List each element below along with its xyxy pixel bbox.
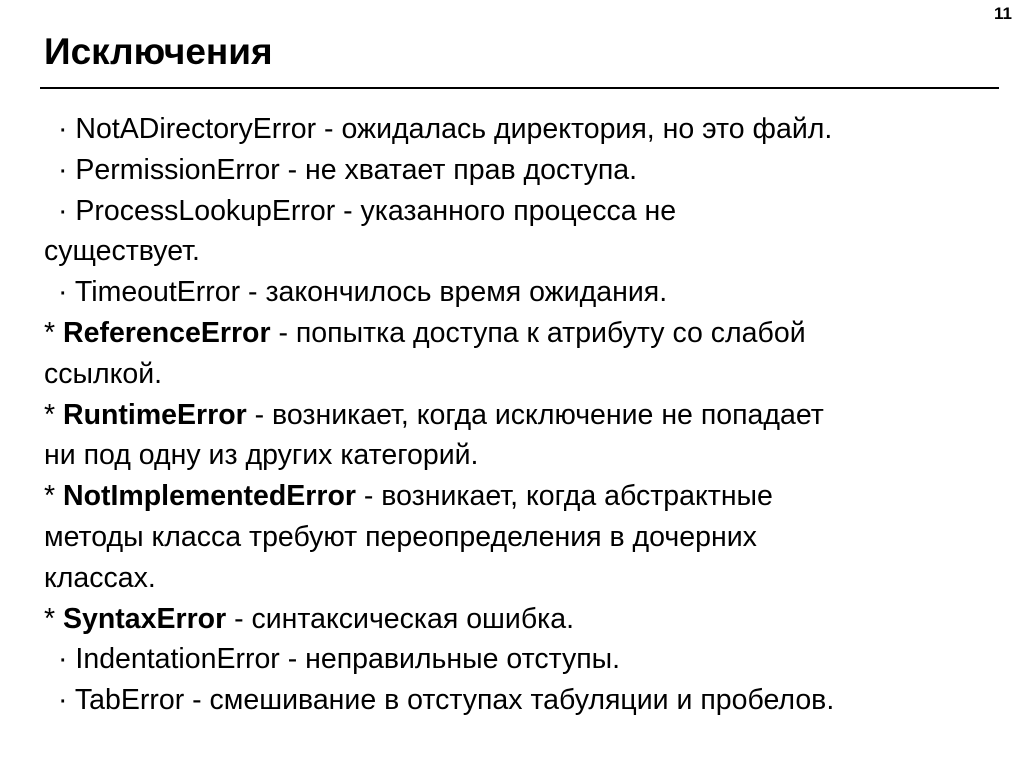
list-item-continuation: существует. bbox=[44, 235, 200, 268]
list-item-continuation: методы класса требуют переопределения в дочерних bbox=[44, 520, 757, 553]
exception-name: ProcessLookupError bbox=[75, 194, 336, 227]
bullet-mark: · bbox=[58, 684, 75, 717]
bullet-mark: * bbox=[44, 480, 64, 513]
exception-description: - смешивание в отступах табуляции и пробелов. bbox=[184, 684, 835, 717]
exception-name: IndentationError bbox=[75, 643, 280, 676]
list-item-continuation: классах. bbox=[44, 561, 156, 594]
exception-description: - синтаксическая ошибка. bbox=[226, 602, 575, 635]
exception-name: SyntaxError bbox=[63, 602, 227, 635]
list-item-permission-error bbox=[44, 150, 1004, 191]
exception-name: TimeoutError bbox=[74, 276, 241, 309]
list-item-timeout-error bbox=[44, 272, 1004, 313]
bullet-mark: · bbox=[58, 153, 76, 186]
list-item-not-a-directory-error bbox=[44, 109, 1004, 150]
exception-name: NotADirectoryError bbox=[75, 113, 317, 145]
exception-name: RuntimeError bbox=[63, 398, 247, 431]
exception-name: ReferenceError bbox=[63, 316, 271, 349]
exception-description: - закончилось время ожидания. bbox=[240, 276, 668, 309]
bullet-mark: · bbox=[58, 194, 76, 227]
bullet-mark: · bbox=[58, 643, 76, 676]
exception-description: - ожидалась директория, но это файл. bbox=[316, 113, 833, 145]
exception-description: - не хватает прав доступа. bbox=[279, 153, 638, 186]
list-item-tab-error bbox=[44, 680, 1004, 721]
exception-description: - неправильные отступы. bbox=[279, 643, 621, 676]
bullet-mark: · bbox=[58, 113, 76, 145]
list-item-runtime-error bbox=[44, 395, 1004, 436]
exception-name: PermissionError bbox=[75, 153, 280, 186]
slide-content bbox=[44, 109, 1004, 721]
list-item-continuation: ссылкой. bbox=[44, 357, 163, 390]
exception-name: NotImplementedError bbox=[63, 480, 356, 513]
list-item-continuation: ни под одну из других категорий. bbox=[44, 439, 479, 472]
exception-description: - возникает, когда абстрактные bbox=[355, 480, 773, 513]
list-item-indentation-error bbox=[44, 639, 1004, 680]
list-item-reference-error bbox=[44, 313, 1004, 354]
page-number: 11 bbox=[994, 4, 1012, 23]
slide-title: Исключения bbox=[44, 31, 273, 72]
exception-description: - указанного процесса не bbox=[335, 194, 677, 227]
exception-name: TabError bbox=[74, 684, 185, 717]
list-item-syntax-error bbox=[44, 599, 1004, 640]
exception-description: - попытка доступа к атрибуту со слабой bbox=[270, 316, 806, 349]
list-item-not-implemented-error bbox=[44, 476, 1004, 517]
list-item-process-lookup-error bbox=[44, 191, 1004, 232]
bullet-mark: * bbox=[44, 398, 64, 431]
bullet-mark: * bbox=[44, 316, 64, 349]
exception-description: - возникает, когда исключение не попадает bbox=[246, 398, 824, 431]
bullet-mark: * bbox=[44, 602, 64, 635]
title-divider bbox=[40, 87, 999, 89]
bullet-mark: · bbox=[58, 276, 75, 309]
